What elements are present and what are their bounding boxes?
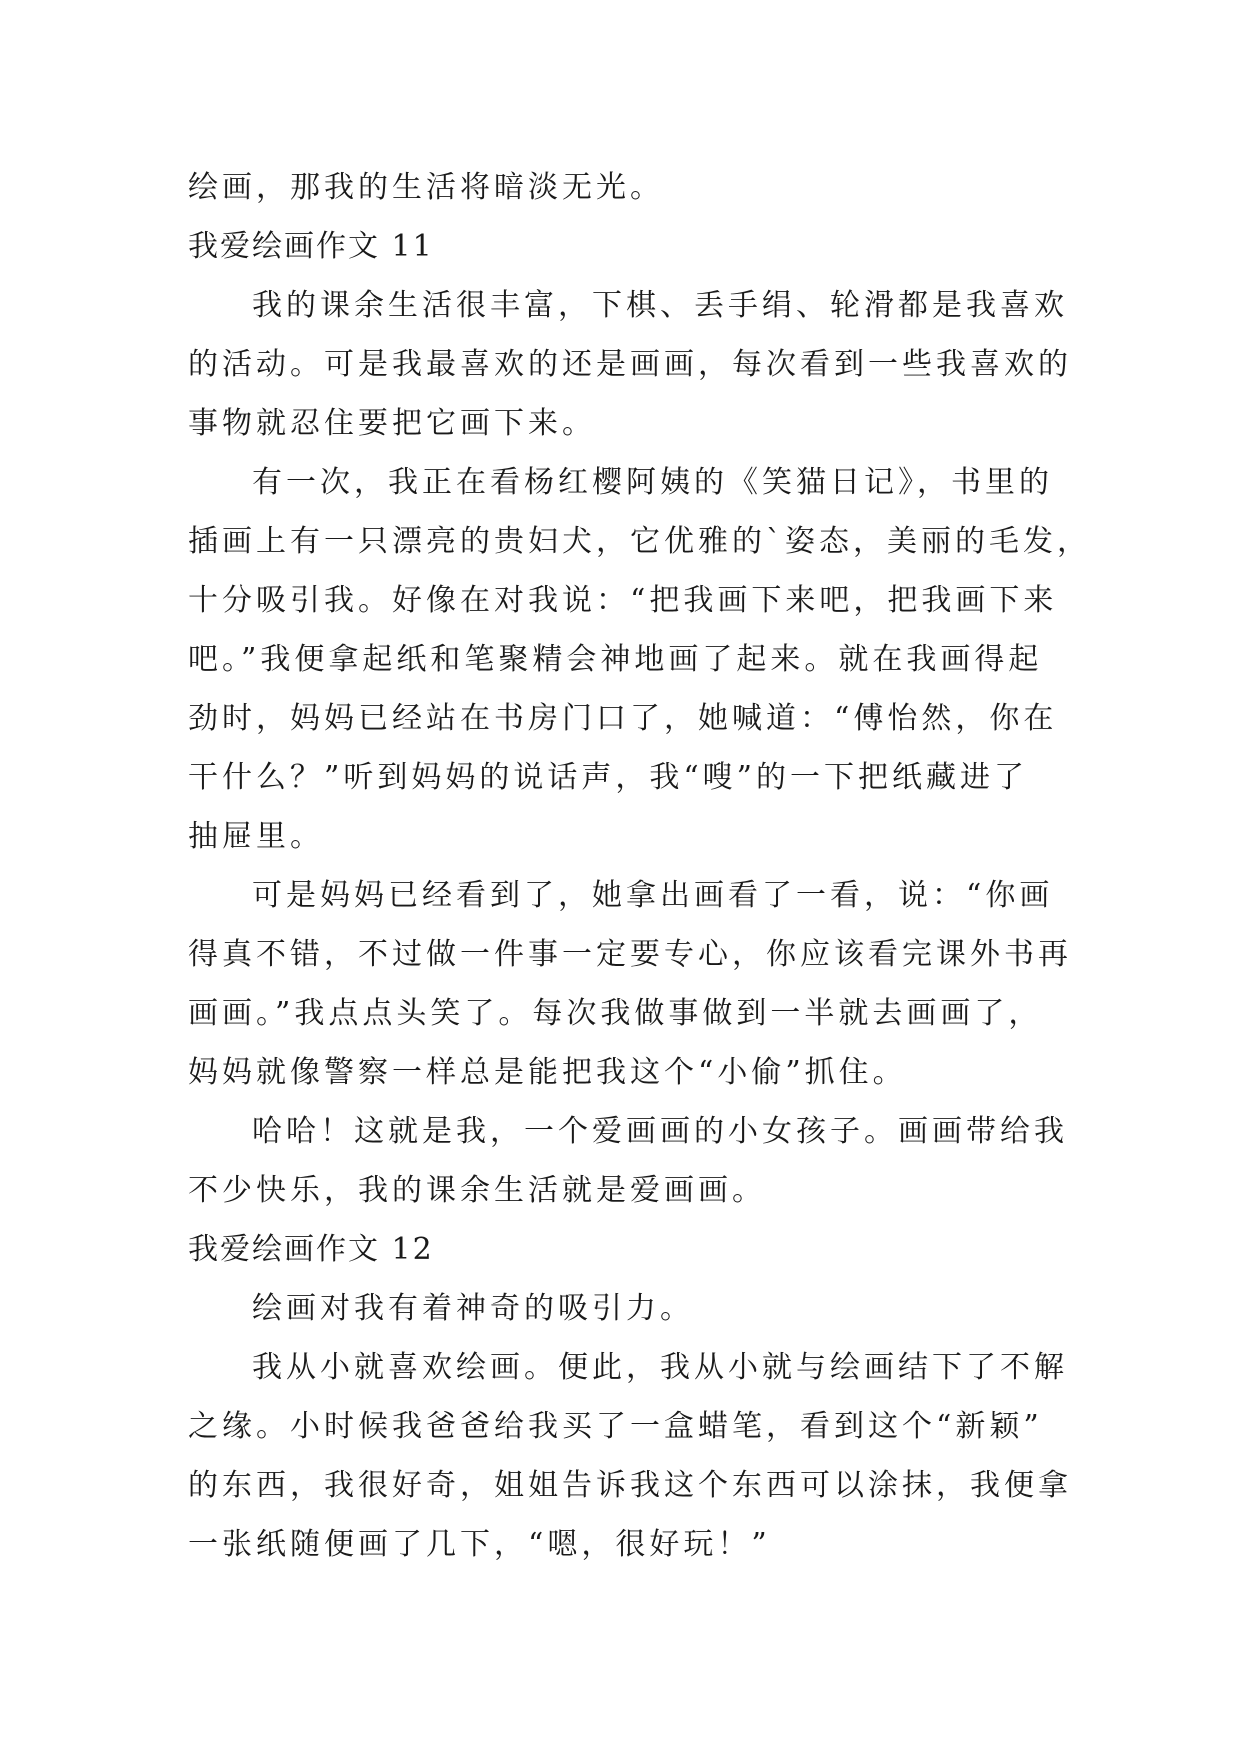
text-line: 画画。”我点点头笑了。每次我做事做到一半就去画画了， (188, 996, 1043, 1031)
paragraph-first-line: 我从小就喜欢绘画。便此，我从小就与绘画结下了不解 (252, 1350, 1068, 1385)
text-line: 妈妈就像警察一样总是能把我这个“小偷”抓住。 (188, 1055, 907, 1090)
text-line: 不少快乐，我的课余生活就是爱画画。 (188, 1173, 766, 1208)
text-line: 事物就忍住要把它画下来。 (188, 406, 596, 441)
paragraph-first-line: 可是妈妈已经看到了，她拿出画看了一看，说：“你画 (252, 878, 1054, 913)
text-line: 的活动。可是我最喜欢的还是画画，每次看到一些我喜欢的 (188, 347, 1072, 382)
text-line: 干什么？”听到妈妈的说话声，我“嗖”的一下把纸藏进了 (188, 760, 1029, 795)
text-line: 绘画，那我的生活将暗淡无光。 (188, 170, 664, 205)
paragraph-first-line: 有一次，我正在看杨红樱阿姨的《笑猫日记》，书里的 (252, 465, 1053, 500)
text-line: 劲时，妈妈已经站在书房门口了，她喊道：“傅怡然，你在 (188, 701, 1058, 736)
document-body (188, 158, 1091, 1574)
text-line: 得真不错，不过做一件事一定要专心，你应该看完课外书再 (188, 937, 1072, 972)
paragraph-first-line: 我的课余生活很丰富，下棋、丢手绢、轮滑都是我喜欢 (252, 288, 1068, 323)
paragraph-first-line: 绘画对我有着神奇的吸引力。 (252, 1291, 694, 1326)
text-line: 之缘。小时候我爸爸给我买了一盒蜡笔，看到这个“新颖” (188, 1409, 1043, 1444)
section-heading: 我爱绘画作文 11 (188, 229, 434, 264)
text-line: 十分吸引我。好像在对我说：“把我画下来吧，把我画下来 (188, 583, 1058, 618)
paragraph-first-line: 哈哈！这就是我，一个爱画画的小女孩子。画画带给我 (252, 1114, 1068, 1149)
section-heading: 我爱绘画作文 12 (188, 1232, 434, 1267)
text-line: 插画上有一只漂亮的贵妇犬，它优雅的`姿态，美丽的毛发， (188, 524, 1091, 559)
text-line: 吧。”我便拿起纸和笔聚精会神地画了起来。就在我画得起 (188, 642, 1043, 677)
text-line: 抽屉里。 (188, 819, 324, 854)
text-line: 的东西，我很好奇，姐姐告诉我这个东西可以涂抹，我便拿 (188, 1468, 1072, 1503)
text-line: 一张纸随便画了几下，“嗯，很好玩！” (188, 1527, 771, 1562)
